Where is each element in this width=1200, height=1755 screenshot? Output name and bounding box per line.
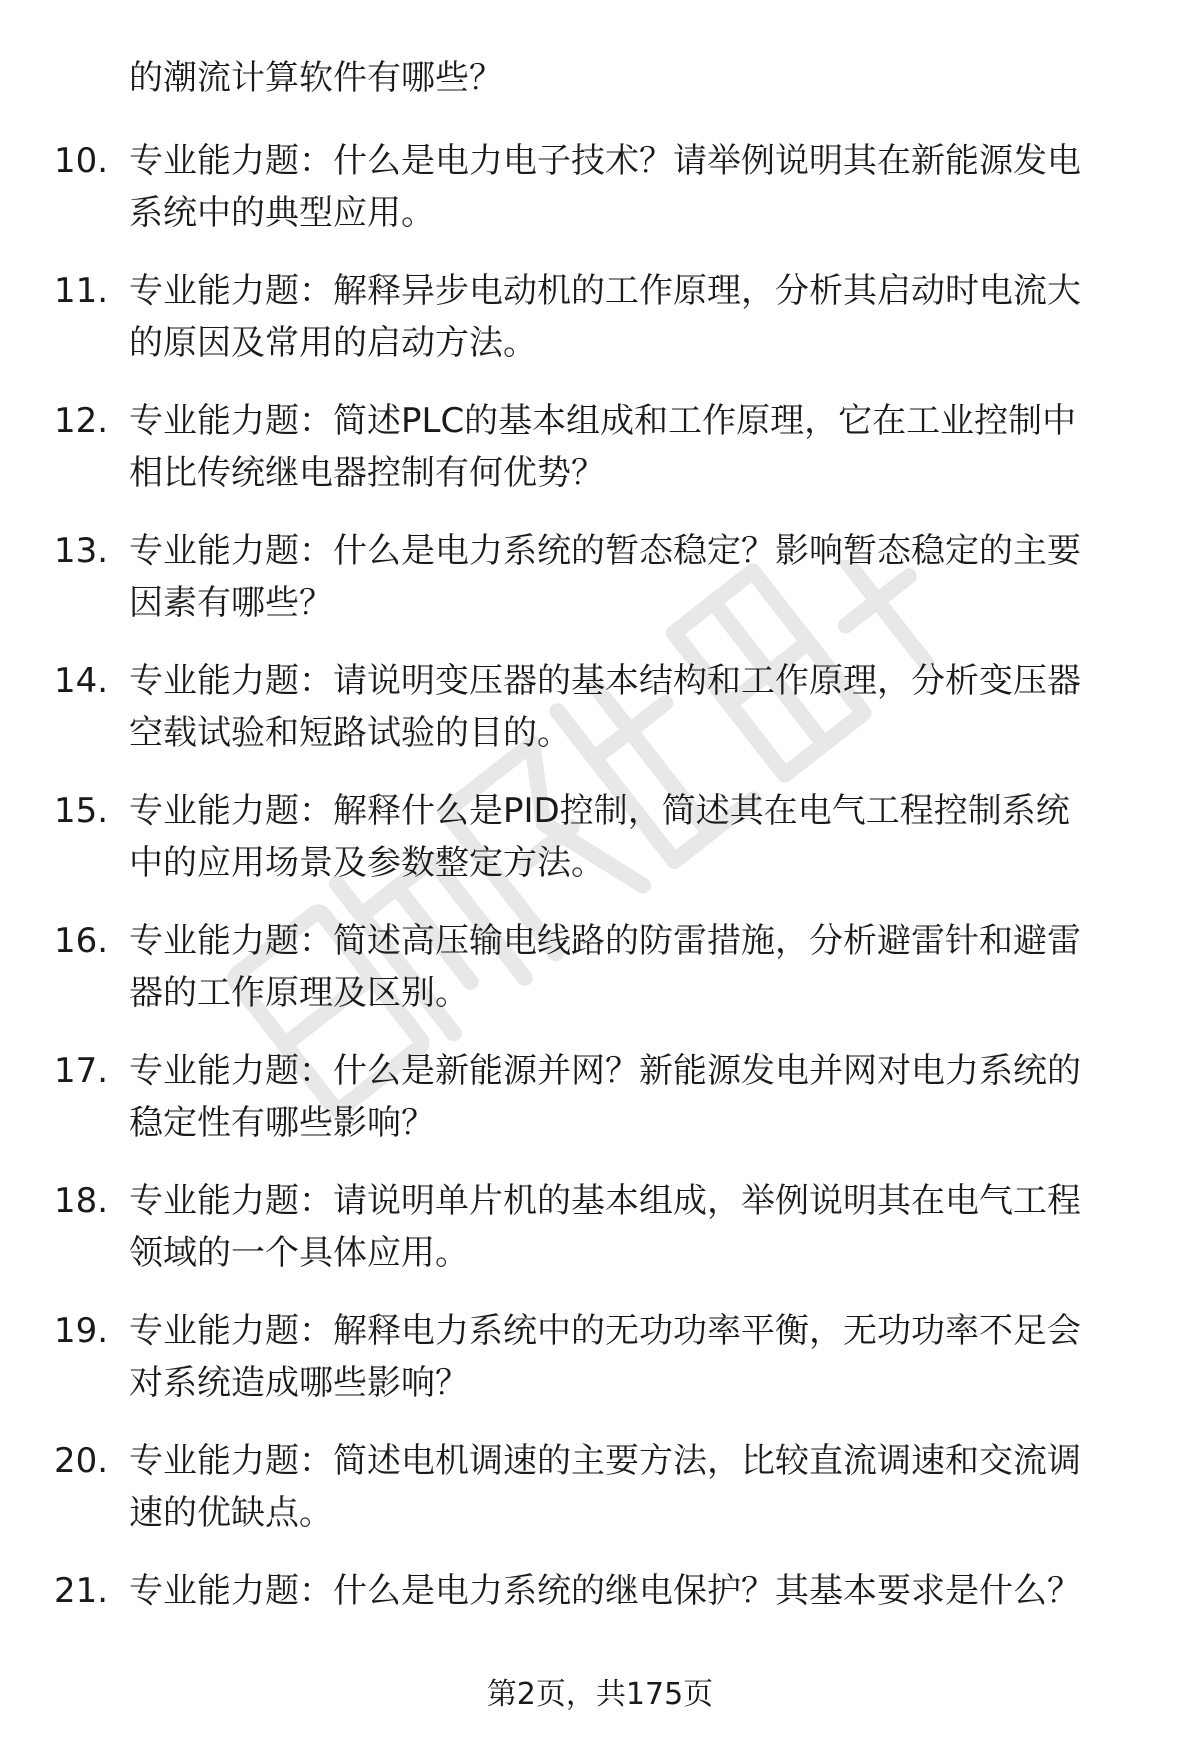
question-item — [0, 785, 1200, 915]
question-text-line: 的原因及常用的启动方法。 — [129, 323, 537, 363]
question-text-line: 器的工作原理及区别。 — [129, 973, 469, 1013]
question-number: 21. — [54, 1571, 109, 1611]
question-number: 19. — [54, 1311, 109, 1351]
question-text-line: 专业能力题：什么是电力系统的继电保护？其基本要求是什么？ — [129, 1571, 1081, 1611]
question-item — [0, 525, 1200, 655]
question-text-line: 专业能力题：解释电力系统中的无功功率平衡，无功功率不足会 — [129, 1311, 1081, 1351]
question-text — [129, 265, 1144, 369]
question-text-line: 因素有哪些？ — [129, 583, 333, 623]
question-item — [0, 1045, 1200, 1175]
question-list — [0, 135, 1200, 1695]
question-text — [129, 1305, 1144, 1409]
question-text-line: 领域的一个具体应用。 — [129, 1233, 469, 1273]
question-text-line: 系统中的典型应用。 — [129, 193, 435, 233]
question-number: 13. — [54, 531, 109, 571]
question-item — [0, 655, 1200, 785]
page-footer: 第2页，共175页 — [486, 1677, 714, 1712]
question-text — [129, 785, 1144, 889]
question-text-line: 专业能力题：解释异步电动机的工作原理，分析其启动时电流大 — [129, 271, 1081, 311]
question-number: 15. — [54, 791, 109, 831]
question-number: 10. — [54, 141, 109, 181]
question-text-line: 专业能力题：什么是新能源并网？新能源发电并网对电力系统的 — [129, 1051, 1081, 1091]
continuation-text: 的潮流计算软件有哪些？ — [129, 58, 503, 98]
question-text-line: 相比传统继电器控制有何优势？ — [129, 453, 605, 493]
question-number: 18. — [54, 1181, 109, 1221]
question-text — [129, 525, 1144, 629]
question-text-line: 空载试验和短路试验的目的。 — [129, 713, 571, 753]
question-text-line: 专业能力题：简述电机调速的主要方法，比较直流调速和交流调 — [129, 1441, 1081, 1481]
question-text — [129, 135, 1144, 239]
question-text — [129, 655, 1144, 759]
question-text — [129, 1435, 1144, 1539]
question-text — [129, 1565, 1144, 1617]
question-number: 14. — [54, 661, 109, 701]
question-number: 20. — [54, 1441, 109, 1481]
question-text-line: 中的应用场景及参数整定方法。 — [129, 843, 605, 883]
question-text-line: 对系统造成哪些影响？ — [129, 1363, 469, 1403]
question-item — [0, 915, 1200, 1045]
question-item — [0, 265, 1200, 395]
question-text — [129, 395, 1144, 499]
question-text-line: 专业能力题：什么是电力系统的暂态稳定？影响暂态稳定的主要 — [129, 531, 1081, 571]
question-number: 11. — [54, 271, 109, 311]
question-text-line: 专业能力题：请说明变压器的基本结构和工作原理，分析变压器 — [129, 661, 1081, 701]
question-text — [129, 1045, 1144, 1149]
question-text-line: 稳定性有哪些影响？ — [129, 1103, 435, 1143]
question-item — [0, 1305, 1200, 1435]
question-text-line: 速的优缺点。 — [129, 1493, 333, 1533]
question-item — [0, 1175, 1200, 1305]
question-text-line: 专业能力题：什么是电力电子技术？请举例说明其在新能源发电 — [129, 141, 1081, 181]
question-item — [0, 1435, 1200, 1565]
question-item — [0, 395, 1200, 525]
question-item — [0, 135, 1200, 265]
question-text — [129, 915, 1144, 1019]
question-text-line: 专业能力题：简述高压输电线路的防雷措施，分析避雷针和避雷 — [129, 921, 1081, 961]
question-text-line: 专业能力题：请说明单片机的基本组成，举例说明其在电气工程 — [129, 1181, 1081, 1221]
question-number: 16. — [54, 921, 109, 961]
question-number: 17. — [54, 1051, 109, 1091]
question-text-line: 专业能力题：简述PLC的基本组成和工作原理，它在工业控制中 — [129, 401, 1077, 441]
question-text — [129, 1175, 1144, 1279]
question-text-line: 专业能力题：解释什么是PID控制，简述其在电气工程控制系统 — [129, 791, 1070, 831]
question-number: 12. — [54, 401, 109, 441]
